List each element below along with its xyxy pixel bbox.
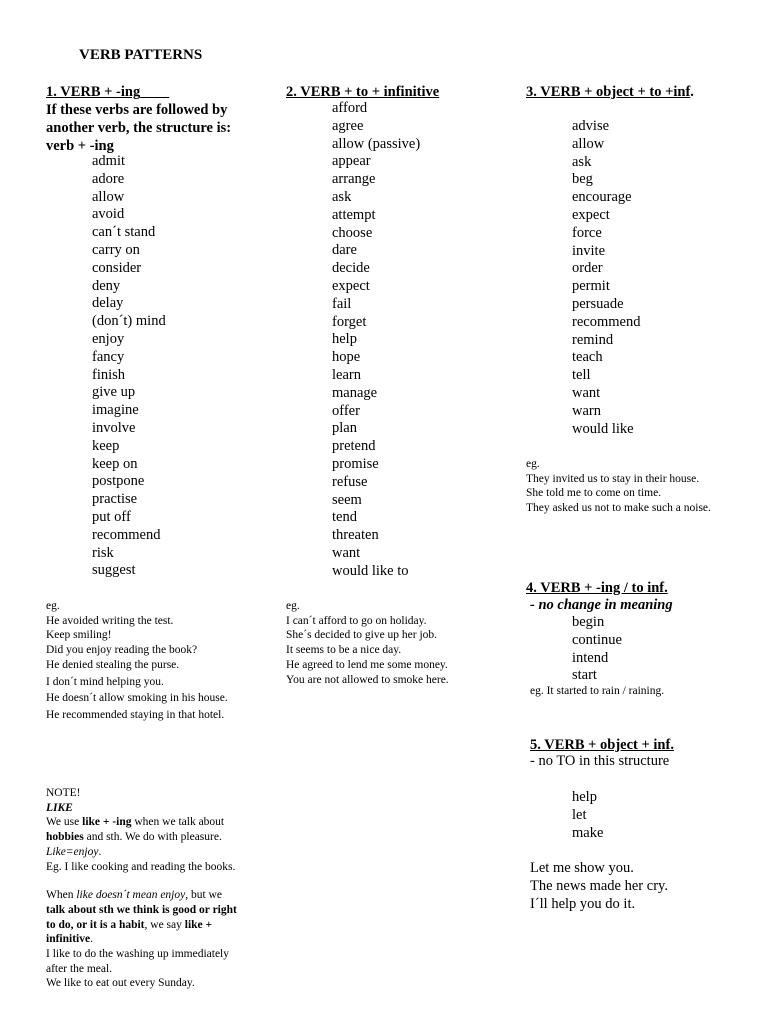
list-item: order — [572, 260, 603, 277]
like-inf-rule: When like doesn´t mean enjoy, but we talk about sth we think is good or right to do, or it is a habit, we say like + infinitive. — [46, 889, 237, 946]
list-item: let — [572, 806, 587, 823]
list-item: promise — [332, 455, 379, 472]
eg-label: eg. — [526, 458, 540, 470]
eg-label: eg. — [46, 600, 60, 612]
section4-example: eg. It started to rain / raining. — [530, 685, 665, 697]
like-ing-rule: We use like + -ing when we talk about hobbies and sth. We do with pleasure. Like=enjoy. — [46, 816, 225, 858]
section1-heading — [46, 83, 246, 101]
list-item: threaten — [332, 527, 379, 544]
section5-heading — [530, 736, 674, 754]
list-item: consider — [92, 259, 142, 276]
like-label: LIKE — [46, 801, 73, 814]
example-sentence: We like to eat out every Sunday. — [46, 977, 195, 990]
list-item: avoid — [92, 206, 125, 223]
list-item: choose — [332, 224, 373, 241]
list-item: arrange — [332, 171, 376, 188]
list-item: carry on — [92, 241, 140, 258]
list-item: manage — [332, 384, 378, 401]
list-item: expect — [572, 206, 610, 223]
section1-examples — [46, 599, 241, 723]
list-item: tend — [332, 509, 357, 526]
list-item: allow — [572, 135, 605, 152]
example-sentence: The news made her cry. — [530, 877, 668, 894]
section2-heading — [286, 83, 439, 101]
like-note — [46, 786, 241, 991]
section3-heading: 3. VERB + object + to +inf. — [526, 84, 694, 100]
list-item: offer — [332, 402, 360, 419]
section2-examples — [286, 599, 496, 687]
list-item: begin — [572, 614, 605, 630]
section5-verb-list — [572, 789, 603, 842]
example-sentence: He avoided writing the test. — [46, 614, 174, 627]
example-sentence: I like to do the washing up immediately after the meal. — [46, 948, 230, 975]
section5-subheading: - no TO in this structure — [530, 753, 670, 769]
section2-heading-text: 2. VERB + to + infinitive — [286, 84, 440, 100]
list-item: forget — [332, 313, 367, 330]
list-item: keep on — [92, 455, 138, 472]
section4-heading — [526, 579, 668, 597]
list-item: deny — [92, 277, 121, 294]
page-title: VERB PATTERNS — [79, 47, 203, 63]
example-sentence: I don´t mind helping you. — [46, 675, 164, 688]
example-sentence: Eg. I like cooking and reading the books. — [46, 860, 236, 873]
example-sentence: I´ll help you do it. — [530, 895, 636, 912]
list-item: fancy — [92, 348, 125, 365]
list-item: appear — [332, 153, 371, 170]
example-sentence: I can´t afford to go on holiday. — [286, 614, 427, 627]
list-item: tell — [572, 367, 591, 384]
list-item: learn — [332, 366, 361, 383]
example-sentence: He doesn´t allow smoking in his house. — [46, 692, 228, 705]
list-item: recommend — [572, 313, 641, 330]
list-item: keep — [92, 437, 120, 454]
list-item: allow (passive) — [332, 135, 421, 152]
section5-examples — [530, 860, 668, 913]
list-item: intend — [572, 649, 609, 666]
list-item: permit — [572, 278, 610, 295]
list-item: help — [332, 331, 357, 348]
list-item: warn — [572, 402, 601, 419]
example-sentence: She told me to come on time. — [526, 487, 662, 500]
example-sentence: She´s decided to give up her job. — [286, 629, 438, 642]
section1-verb-list — [92, 153, 166, 580]
list-item: refuse — [332, 473, 368, 490]
example-sentence: You are not allowed to smoke here. — [286, 673, 449, 686]
list-item: afford — [332, 100, 368, 116]
list-item: dare — [332, 242, 357, 259]
list-item: pretend — [332, 438, 376, 455]
list-item: force — [572, 224, 602, 241]
list-item: make — [572, 824, 604, 841]
list-item: help — [572, 789, 597, 805]
list-item: want — [572, 384, 601, 401]
list-item: would like to — [332, 562, 409, 579]
list-item: would like — [572, 420, 634, 437]
section4-subheading: - no change in meaning — [530, 597, 673, 613]
list-item: adore — [92, 170, 125, 187]
note-label: NOTE! — [46, 787, 81, 799]
list-item: ask — [332, 188, 352, 205]
list-item: enjoy — [92, 330, 125, 347]
list-item: suggest — [92, 562, 136, 579]
list-item: seem — [332, 491, 362, 508]
list-item: fail — [332, 295, 352, 312]
list-item: can´t stand — [92, 224, 156, 241]
list-item: encourage — [572, 189, 632, 206]
list-item: delay — [92, 295, 124, 312]
list-item: want — [332, 544, 361, 561]
section4-verb-list — [572, 614, 622, 685]
example-sentence: He denied stealing the purse. — [46, 658, 180, 671]
example-sentence: They invited us to stay in their house. — [526, 472, 700, 485]
list-item: persuade — [572, 295, 624, 312]
list-item: recommend — [92, 526, 161, 543]
list-item: finish — [92, 366, 126, 383]
list-item: practise — [92, 491, 138, 508]
list-item: advise — [572, 118, 610, 134]
section2-verb-list — [332, 100, 420, 581]
example-sentence: Keep smiling! — [46, 629, 112, 642]
example-sentence: They asked us not to make such a noise. — [526, 502, 711, 515]
list-item: ask — [572, 153, 592, 170]
list-item: expect — [332, 277, 370, 294]
list-item: put off — [92, 508, 131, 525]
list-item: continue — [572, 631, 622, 648]
eg-label: eg. — [286, 600, 300, 612]
list-item: (don´t) mind — [92, 313, 166, 330]
section5-heading-text: 5. VERB + object + inf. — [530, 737, 674, 753]
list-item: imagine — [92, 402, 139, 419]
list-item: admit — [92, 153, 126, 169]
list-item: involve — [92, 419, 136, 436]
list-item: attempt — [332, 206, 376, 223]
example-sentence: He recommended staying in that hotel. — [46, 708, 225, 721]
list-item: start — [572, 667, 597, 684]
list-item: plan — [332, 420, 357, 437]
list-item: risk — [92, 544, 114, 561]
example-sentence: It seems to be a nice day. — [286, 644, 402, 657]
section3-examples — [526, 457, 716, 516]
list-item: beg — [572, 171, 593, 188]
section4-heading-text: 4. VERB + -ing / to inf. — [526, 580, 668, 596]
list-item: remind — [572, 331, 614, 348]
list-item: teach — [572, 349, 603, 366]
list-item: postpone — [92, 473, 145, 490]
list-item: give up — [92, 384, 136, 401]
list-item: allow — [92, 188, 125, 205]
example-sentence: Let me show you. — [530, 860, 634, 876]
section1-subheading: If these verbs are followed by another verb, the structure is: verb + -ing — [46, 102, 232, 154]
section3-verb-list — [572, 118, 640, 438]
list-item: hope — [332, 349, 361, 366]
section3-heading-text: 3. VERB + object + to +inf — [526, 84, 691, 100]
example-sentence: Did you enjoy reading the book? — [46, 644, 198, 657]
list-item: agree — [332, 117, 364, 134]
list-item: invite — [572, 242, 606, 259]
example-sentence: He agreed to lend me some money. — [286, 658, 448, 671]
list-item: decide — [332, 260, 370, 277]
section1-heading-text: 1. VERB + -ing — [46, 84, 141, 100]
